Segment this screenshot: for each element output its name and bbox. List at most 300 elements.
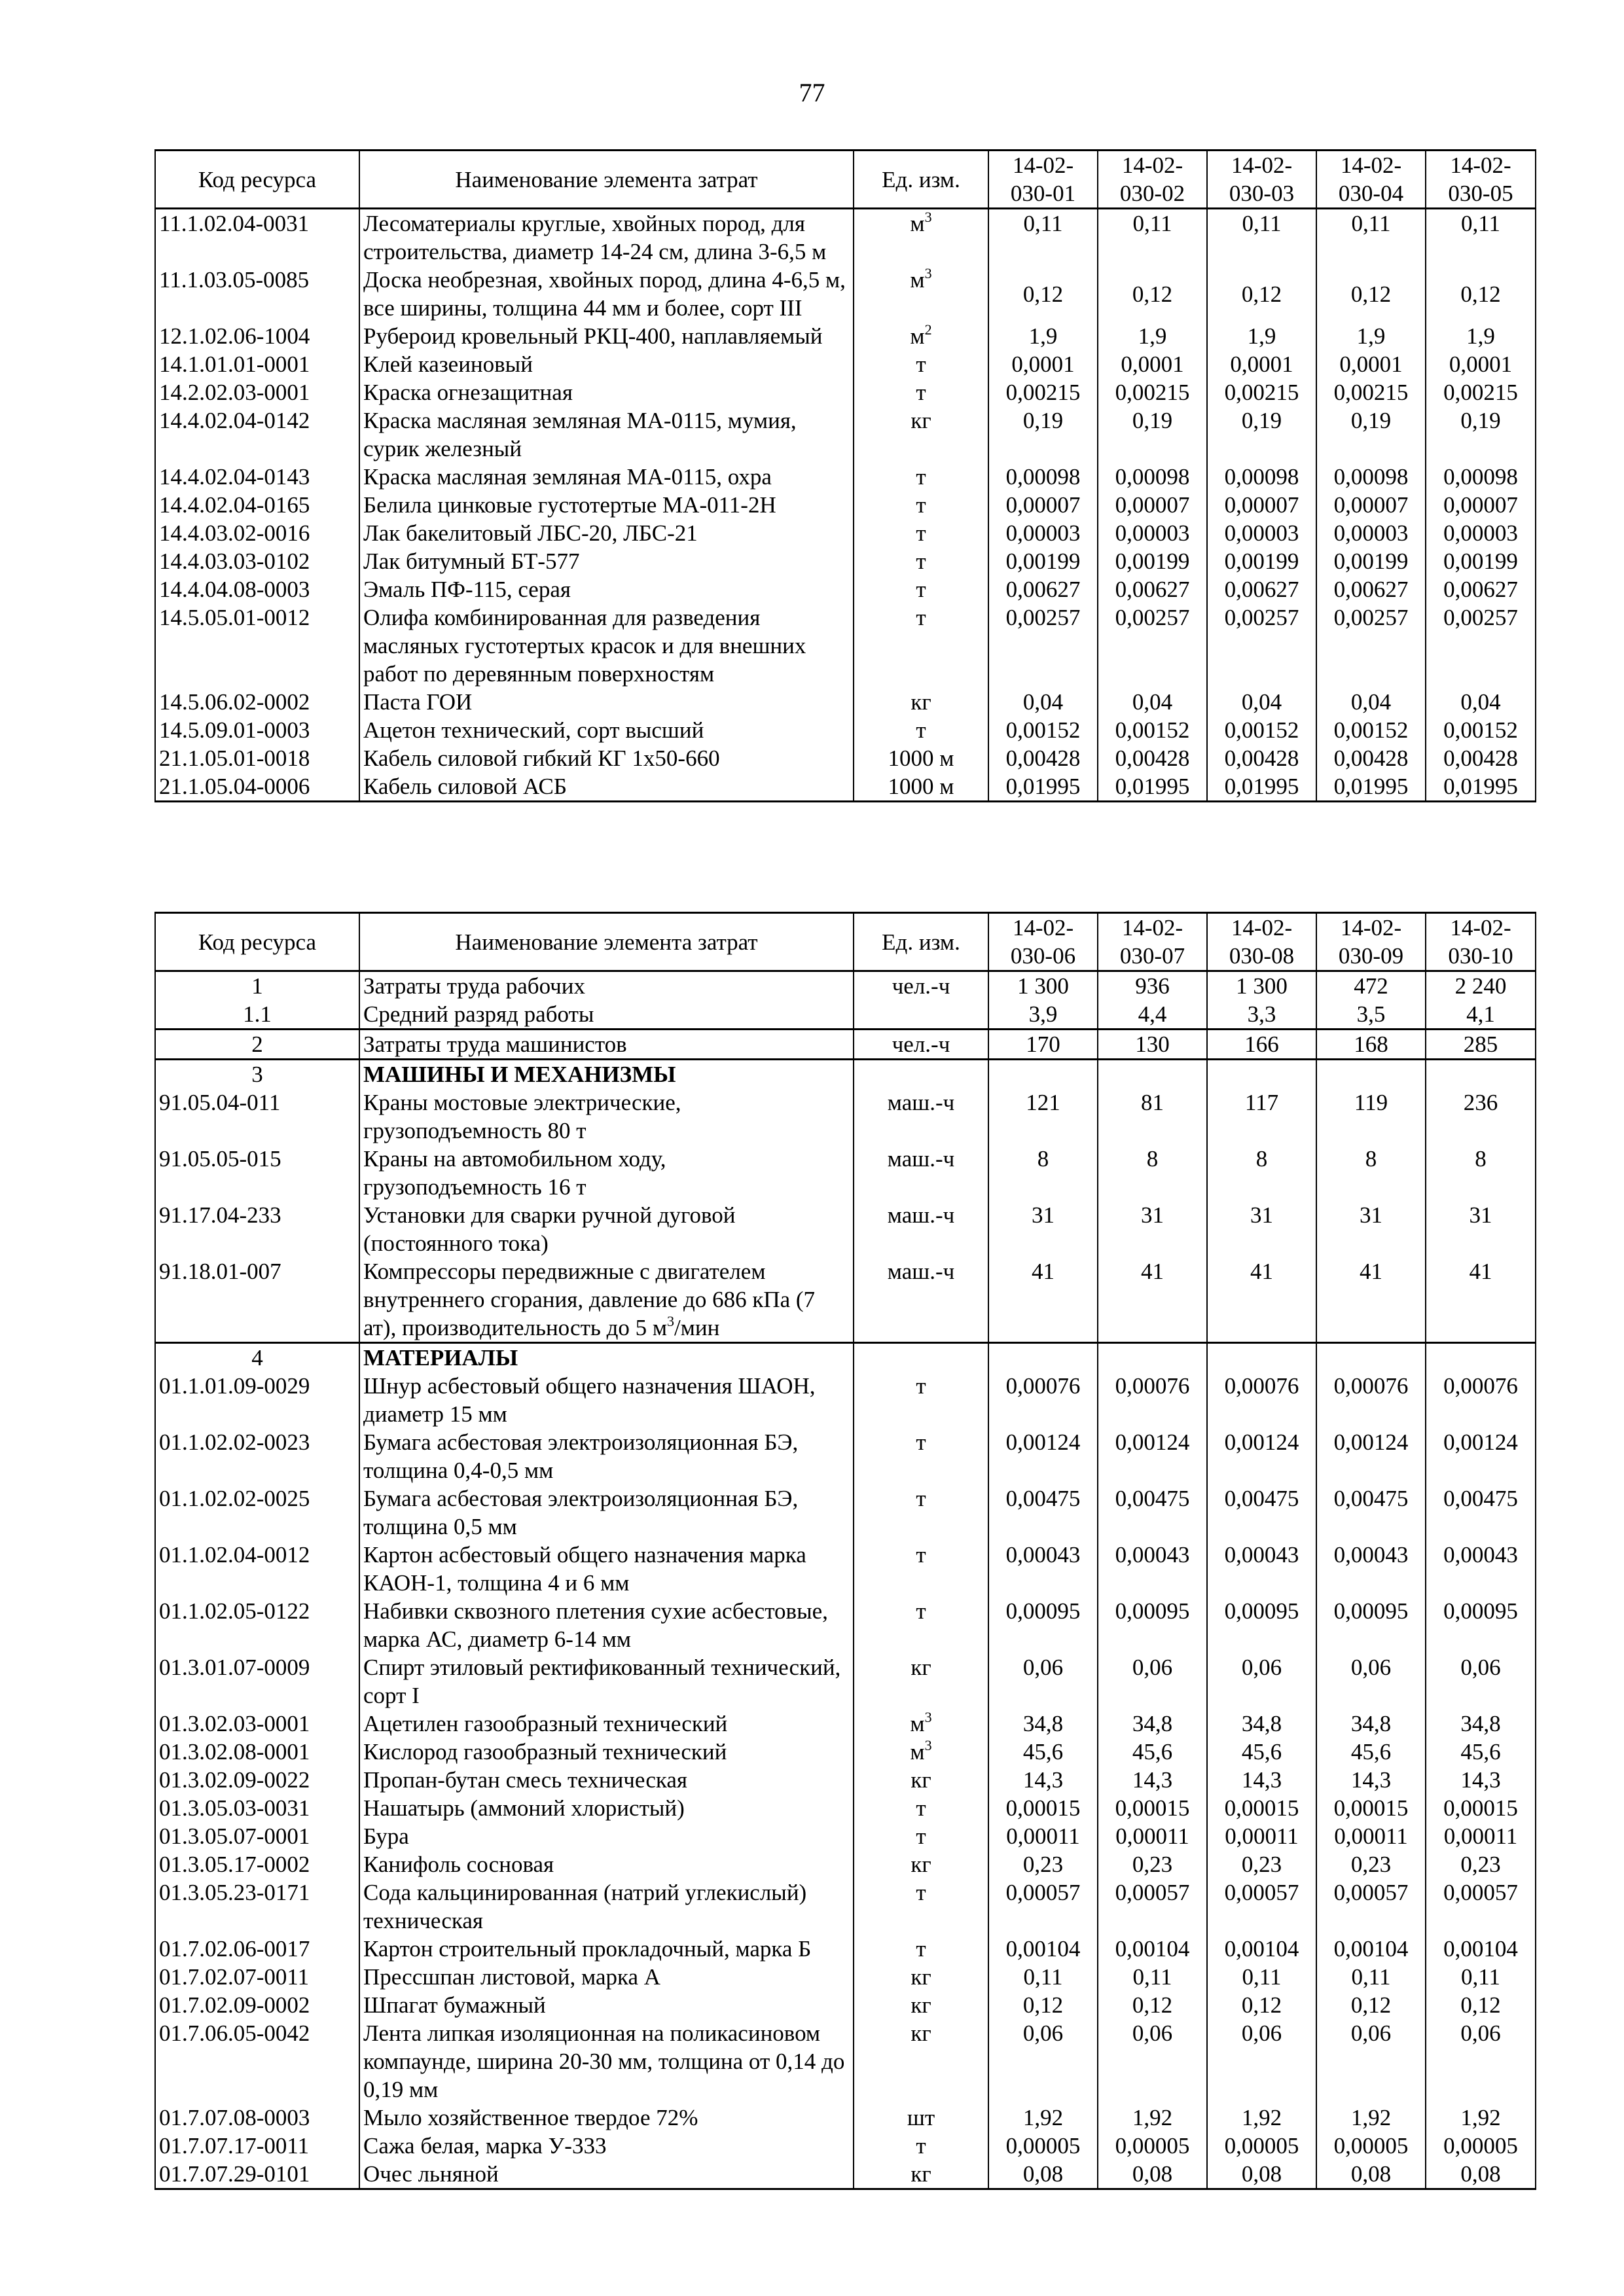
unit-cell	[854, 1878, 988, 1935]
resource-name	[359, 575, 854, 603]
unit-text: чел.-ч	[892, 1031, 950, 1057]
value-cell: 168	[1316, 1030, 1426, 1060]
table-row	[155, 716, 1536, 744]
unit-cell	[854, 463, 988, 491]
resource-name	[359, 2160, 854, 2189]
table-row	[155, 688, 1536, 716]
resource-code: 01.1.01.09-0029	[155, 1372, 359, 1428]
value-cell: 0,00428	[1316, 744, 1426, 772]
value-cell: 0,12	[1207, 1991, 1316, 2019]
header-col: 14-02-030-07	[1098, 913, 1207, 971]
value-cell: 0,11	[1098, 209, 1207, 266]
value-cell: 0,06	[1426, 1653, 1536, 1710]
unit-cell	[854, 378, 988, 406]
unit-cell	[854, 519, 988, 547]
unit-cell	[854, 266, 988, 322]
resource-code: 91.05.04-011	[155, 1088, 359, 1145]
resource-code: 12.1.02.06-1004	[155, 322, 359, 350]
unit-cell	[854, 1201, 988, 1257]
value-cell: 0,00428	[988, 744, 1098, 772]
unit-cell	[854, 603, 988, 688]
value-cell: 0,00098	[1207, 463, 1316, 491]
value-cell: 0,00003	[1207, 519, 1316, 547]
value-cell: 0,08	[988, 2160, 1098, 2189]
table-row	[155, 463, 1536, 491]
header-col: 14-02-030-06	[988, 913, 1098, 971]
value-cell: 285	[1426, 1030, 1536, 1060]
table-row	[155, 519, 1536, 547]
value-cell: 8	[988, 1145, 1098, 1201]
value-cell: 0,00011	[1207, 1822, 1316, 1850]
resource-name	[359, 491, 854, 519]
value-cell: 41	[988, 1257, 1098, 1343]
value-cell: 0,00011	[1098, 1822, 1207, 1850]
value-cell: 0,00003	[1316, 519, 1426, 547]
table-row	[155, 1710, 1536, 1738]
unit-text: т	[916, 464, 926, 490]
resource-name-text: МАШИНЫ И МЕХАНИЗМЫ	[363, 1062, 676, 1087]
resource-name-text: Краны мостовые электрические, грузоподъемность 80 т	[363, 1090, 681, 1143]
value-cell: 0,11	[1098, 1963, 1207, 1991]
value-cell: 0,00011	[1426, 1822, 1536, 1850]
resource-code: 01.3.01.07-0009	[155, 1653, 359, 1710]
value-cell: 0,00199	[1426, 547, 1536, 575]
table-row	[155, 322, 1536, 350]
value-cell: 0,23	[1098, 1850, 1207, 1878]
value-cell: 0,00076	[1316, 1372, 1426, 1428]
resource-name	[359, 406, 854, 463]
unit-text: маш.-ч	[887, 1090, 955, 1115]
value-cell: 41	[1426, 1257, 1536, 1343]
value-cell: 0,19	[1098, 406, 1207, 463]
value-cell	[988, 1060, 1098, 1089]
unit-cell	[854, 1541, 988, 1597]
table-row	[155, 971, 1536, 1001]
header-col: 14-02-030-02	[1098, 151, 1207, 209]
value-cell: 166	[1207, 1030, 1316, 1060]
resource-name	[359, 350, 854, 378]
value-cell: 0,06	[1098, 2019, 1207, 2104]
value-cell: 1,9	[1316, 322, 1426, 350]
value-cell: 0,01995	[1426, 772, 1536, 802]
resource-name-text: Краска масляная земляная МА-0115, мумия, сурик железный	[363, 408, 797, 461]
value-cell: 81	[1098, 1088, 1207, 1145]
resource-name	[359, 603, 854, 688]
value-cell: 0,00007	[1426, 491, 1536, 519]
superscript: 3	[924, 209, 932, 225]
resource-name	[359, 1597, 854, 1653]
value-cell: 0,0001	[988, 350, 1098, 378]
unit-text: т	[916, 1486, 926, 1511]
value-cell: 0,00011	[988, 1822, 1098, 1850]
resource-name-text: Прессшпан листовой, марка А	[363, 1964, 661, 1990]
value-cell: 1,92	[988, 2104, 1098, 2132]
unit-cell	[854, 2132, 988, 2160]
resource-name-text: Белила цинковые густотертые МА-011-2Н	[363, 492, 776, 518]
value-cell: 1 300	[988, 971, 1098, 1001]
resource-name-text: Краска огнезащитная	[363, 380, 573, 405]
unit-cell	[854, 1088, 988, 1145]
value-cell: 0,00475	[988, 1484, 1098, 1541]
unit-text: кг	[911, 2020, 931, 2046]
resource-name-text: Рубероид кровельный РКЦ-400, наплавляемый	[363, 323, 823, 349]
value-cell: 0,00076	[1426, 1372, 1536, 1428]
value-cell: 45,6	[1207, 1738, 1316, 1766]
value-cell: 1,9	[1426, 322, 1536, 350]
resource-name-text: Нашатырь (аммоний хлористый)	[363, 1795, 685, 1821]
value-cell: 0,00015	[988, 1794, 1098, 1822]
value-cell: 0,00095	[1426, 1597, 1536, 1653]
value-cell: 8	[1316, 1145, 1426, 1201]
value-cell: 0,00428	[1426, 744, 1536, 772]
table-row	[155, 209, 1536, 266]
header-col: 14-02-030-10	[1426, 913, 1536, 971]
unit-text: т	[916, 2133, 926, 2159]
value-cell: 0,00095	[1098, 1597, 1207, 1653]
value-cell: 0,00104	[1316, 1935, 1426, 1963]
superscript: 3	[924, 265, 932, 281]
unit-text: маш.-ч	[887, 1259, 955, 1284]
value-cell: 0,00257	[988, 603, 1098, 688]
value-cell: 8	[1098, 1145, 1207, 1201]
resource-code: 21.1.05.01-0018	[155, 744, 359, 772]
value-cell: 0,12	[988, 1991, 1098, 2019]
value-cell: 0,00152	[1207, 716, 1316, 744]
value-cell: 0,00043	[1426, 1541, 1536, 1597]
resource-code: 01.3.02.09-0022	[155, 1766, 359, 1794]
resource-name-text: Пропан-бутан смесь техническая	[363, 1767, 687, 1793]
resource-code: 01.3.02.03-0001	[155, 1710, 359, 1738]
header-name: Наименование элемента затрат	[359, 151, 854, 209]
value-cell: 0,00257	[1426, 603, 1536, 688]
value-cell	[1098, 1343, 1207, 1372]
unit-cell	[854, 688, 988, 716]
value-cell: 0,00005	[1316, 2132, 1426, 2160]
value-cell: 0,00257	[1098, 603, 1207, 688]
resource-code: 11.1.02.04-0031	[155, 209, 359, 266]
value-cell: 41	[1316, 1257, 1426, 1343]
unit-cell	[854, 1060, 988, 1089]
unit-text: т	[916, 351, 926, 377]
value-cell: 0,00005	[988, 2132, 1098, 2160]
unit-text: т	[916, 1823, 926, 1849]
header-unit: Ед. изм.	[854, 913, 988, 971]
header-code: Код ресурса	[155, 913, 359, 971]
resource-code: 4	[155, 1343, 359, 1372]
resource-name	[359, 1991, 854, 2019]
resource-name-text: Эмаль ПФ-115, серая	[363, 577, 571, 602]
value-cell: 0,23	[1316, 1850, 1426, 1878]
value-cell: 0,01995	[1316, 772, 1426, 802]
unit-cell	[854, 1343, 988, 1372]
resource-code: 1.1	[155, 1000, 359, 1030]
unit-cell	[854, 547, 988, 575]
value-cell: 936	[1098, 971, 1207, 1001]
value-cell: 1,9	[1207, 322, 1316, 350]
resource-name	[359, 1372, 854, 1428]
resource-name	[359, 519, 854, 547]
table-row	[155, 1060, 1536, 1089]
unit-cell	[854, 716, 988, 744]
value-cell: 0,11	[1207, 1963, 1316, 1991]
value-cell: 0,00015	[1207, 1794, 1316, 1822]
value-cell: 0,00043	[1098, 1541, 1207, 1597]
table-row	[155, 1541, 1536, 1597]
value-cell: 0,00152	[988, 716, 1098, 744]
value-cell: 0,11	[1426, 1963, 1536, 1991]
value-cell: 0,00005	[1098, 2132, 1207, 2160]
table-row	[155, 378, 1536, 406]
resource-name	[359, 1257, 854, 1343]
value-cell: 34,8	[1426, 1710, 1536, 1738]
value-cell: 0,23	[1426, 1850, 1536, 1878]
resource-code: 01.3.05.23-0171	[155, 1878, 359, 1935]
resource-name	[359, 1343, 854, 1372]
unit-text: кг	[911, 689, 931, 715]
resource-name	[359, 1766, 854, 1794]
value-cell: 4,1	[1426, 1000, 1536, 1030]
resource-name	[359, 1145, 854, 1201]
unit-text: м	[910, 211, 925, 236]
unit-cell	[854, 1738, 988, 1766]
table-row	[155, 575, 1536, 603]
unit-text: т	[916, 520, 926, 546]
value-cell: 0,00627	[1426, 575, 1536, 603]
value-cell: 119	[1316, 1088, 1426, 1145]
resource-name	[359, 1794, 854, 1822]
value-cell: 0,11	[1207, 209, 1316, 266]
unit-text: т	[916, 380, 926, 405]
resource-name	[359, 971, 854, 1001]
resource-name-text: Сода кальцинированная (натрий углекислый) техническая	[363, 1880, 807, 1933]
value-cell: 0,00098	[988, 463, 1098, 491]
resource-name	[359, 1201, 854, 1257]
unit-text: т	[916, 1542, 926, 1568]
value-cell: 0,00076	[1098, 1372, 1207, 1428]
value-cell: 0,06	[1316, 2019, 1426, 2104]
resource-name	[359, 1484, 854, 1541]
value-cell: 0,12	[1426, 266, 1536, 322]
value-cell: 0,00428	[1098, 744, 1207, 772]
resource-code: 01.1.02.05-0122	[155, 1597, 359, 1653]
value-cell: 0,00095	[988, 1597, 1098, 1653]
value-cell: 41	[1207, 1257, 1316, 1343]
resource-code: 91.05.05-015	[155, 1145, 359, 1201]
value-cell: 0,00124	[1098, 1428, 1207, 1484]
resource-name-text: Бура	[363, 1823, 409, 1849]
unit-cell	[854, 406, 988, 463]
value-cell: 0,01995	[1207, 772, 1316, 802]
value-cell: 0,00057	[1426, 1878, 1536, 1935]
value-cell: 0,00095	[1207, 1597, 1316, 1653]
resource-name	[359, 1060, 854, 1089]
resource-name-text: Компрессоры передвижные с двигателем внутреннего сгорания, давление до 686 кПа (7 ат), производительность до 5 м	[363, 1259, 816, 1340]
table-row	[155, 1201, 1536, 1257]
resource-name	[359, 1653, 854, 1710]
resource-name	[359, 1878, 854, 1935]
table-row	[155, 1963, 1536, 1991]
value-cell: 1 300	[1207, 971, 1316, 1001]
value-cell	[1316, 1343, 1426, 1372]
resource-code: 01.3.05.17-0002	[155, 1850, 359, 1878]
resource-name-text: Лак бакелитовый ЛБС-20, ЛБС-21	[363, 520, 698, 546]
value-cell: 0,00057	[1316, 1878, 1426, 1935]
value-cell: 0,00152	[1098, 716, 1207, 744]
resource-name	[359, 716, 854, 744]
resource-name	[359, 772, 854, 802]
value-cell: 0,00011	[1316, 1822, 1426, 1850]
value-cell: 0,00005	[1426, 2132, 1536, 2160]
value-cell: 0,00057	[1098, 1878, 1207, 1935]
value-cell: 14,3	[1207, 1766, 1316, 1794]
value-cell: 0,0001	[1207, 350, 1316, 378]
value-cell	[1426, 1343, 1536, 1372]
value-cell: 0,12	[1207, 266, 1316, 322]
unit-cell	[854, 1822, 988, 1850]
value-cell: 0,00003	[988, 519, 1098, 547]
unit-text: чел.-ч	[892, 973, 950, 999]
unit-cell	[854, 1597, 988, 1653]
resource-name-text: Затраты труда машинистов	[363, 1031, 627, 1057]
header-col: 14-02-030-03	[1207, 151, 1316, 209]
resource-code: 01.7.02.06-0017	[155, 1935, 359, 1963]
value-cell: 8	[1207, 1145, 1316, 1201]
value-cell	[1207, 1060, 1316, 1089]
value-cell: 1,92	[1207, 2104, 1316, 2132]
value-cell: 0,00428	[1207, 744, 1316, 772]
unit-cell	[854, 1372, 988, 1428]
header-col: 14-02-030-08	[1207, 913, 1316, 971]
resource-name-text: Олифа комбинированная для разведения масляных густотертых красок и для внешних работ по деревянным поверхностям	[363, 605, 806, 687]
resource-name	[359, 2019, 854, 2104]
resource-name-text: Бумага асбестовая электроизоляционная БЭ, толщина 0,5 мм	[363, 1486, 799, 1539]
unit-cell	[854, 575, 988, 603]
unit-text: кг	[911, 1655, 931, 1680]
unit-cell	[854, 2019, 988, 2104]
unit-text: т	[916, 605, 926, 630]
value-cell: 0,0001	[1098, 350, 1207, 378]
resource-code: 14.5.09.01-0003	[155, 716, 359, 744]
superscript: 3	[924, 1737, 932, 1753]
resource-name	[359, 1963, 854, 1991]
value-cell: 0,00007	[988, 491, 1098, 519]
unit-cell	[854, 1963, 988, 1991]
resource-name-text: Установки для сварки ручной дуговой (постоянного тока)	[363, 1202, 736, 1256]
resource-code: 01.7.02.07-0011	[155, 1963, 359, 1991]
unit-text: 1000 м	[888, 745, 954, 771]
resource-name-text: Средний разряд работы	[363, 1001, 594, 1027]
resource-name	[359, 1030, 854, 1060]
unit-text: т	[916, 1936, 926, 1962]
unit-cell	[854, 209, 988, 266]
resource-name-text: Мыло хозяйственное твердое 72%	[363, 2105, 698, 2130]
table-row	[155, 1991, 1536, 2019]
value-cell: 0,00104	[988, 1935, 1098, 1963]
resource-name-text: Шпагат бумажный	[363, 1992, 546, 2018]
unit-cell	[854, 744, 988, 772]
value-cell: 0,19	[1426, 406, 1536, 463]
unit-cell	[854, 1766, 988, 1794]
unit-text: т	[916, 548, 926, 574]
value-cell: 3,9	[988, 1000, 1098, 1030]
unit-cell	[854, 1257, 988, 1343]
unit-cell	[854, 1935, 988, 1963]
resource-name	[359, 463, 854, 491]
unit-cell	[854, 971, 988, 1001]
value-cell: 121	[988, 1088, 1098, 1145]
value-cell: 45,6	[988, 1738, 1098, 1766]
resource-code: 14.4.02.04-0142	[155, 406, 359, 463]
resource-code: 01.7.07.17-0011	[155, 2132, 359, 2160]
resource-name-text: Канифоль сосновая	[363, 1852, 554, 1877]
value-cell: 0,00627	[988, 575, 1098, 603]
superscript: 3	[667, 1313, 675, 1329]
value-cell: 0,11	[1316, 209, 1426, 266]
value-cell: 14,3	[1426, 1766, 1536, 1794]
table-row	[155, 1597, 1536, 1653]
table-row	[155, 744, 1536, 772]
unit-text: м	[910, 267, 925, 293]
value-cell: 0,04	[1426, 688, 1536, 716]
unit-cell	[854, 1710, 988, 1738]
header-col: 14-02-030-05	[1426, 151, 1536, 209]
value-cell: 0,12	[1316, 1991, 1426, 2019]
table-row	[155, 1822, 1536, 1850]
value-cell	[1426, 1060, 1536, 1089]
value-cell	[1207, 1343, 1316, 1372]
value-cell: 0,00095	[1316, 1597, 1426, 1653]
value-cell: 3,5	[1316, 1000, 1426, 1030]
resource-name	[359, 1088, 854, 1145]
value-cell: 0,11	[988, 209, 1098, 266]
resource-name	[359, 688, 854, 716]
table-row	[155, 1372, 1536, 1428]
value-cell: 45,6	[1316, 1738, 1426, 1766]
resource-code: 11.1.03.05-0085	[155, 266, 359, 322]
resource-code: 14.4.02.04-0165	[155, 491, 359, 519]
header-col: 14-02-030-01	[988, 151, 1098, 209]
resource-name	[359, 1822, 854, 1850]
resource-name	[359, 1935, 854, 1963]
value-cell: 0,04	[1207, 688, 1316, 716]
value-cell	[1098, 1060, 1207, 1089]
table-row	[155, 2160, 1536, 2189]
resource-name	[359, 1738, 854, 1766]
unit-text: кг	[911, 1964, 931, 1990]
resource-code: 14.4.03.02-0016	[155, 519, 359, 547]
header-name: Наименование элемента затрат	[359, 913, 854, 971]
value-cell: 45,6	[1426, 1738, 1536, 1766]
resource-code: 14.4.02.04-0143	[155, 463, 359, 491]
value-cell: 34,8	[1098, 1710, 1207, 1738]
value-cell: 0,01995	[1098, 772, 1207, 802]
unit-cell	[854, 1428, 988, 1484]
unit-cell	[854, 1030, 988, 1060]
resource-code: 91.18.01-007	[155, 1257, 359, 1343]
header-col: 14-02-030-04	[1316, 151, 1426, 209]
value-cell: 117	[1207, 1088, 1316, 1145]
value-cell: 130	[1098, 1030, 1207, 1060]
value-cell	[988, 1343, 1098, 1372]
value-cell: 0,12	[1098, 1991, 1207, 2019]
value-cell: 14,3	[1316, 1766, 1426, 1794]
value-cell: 0,00257	[1207, 603, 1316, 688]
value-cell: 0,01995	[988, 772, 1098, 802]
table-row	[155, 2132, 1536, 2160]
value-cell: 0,00257	[1316, 603, 1426, 688]
value-cell: 0,0001	[1316, 350, 1426, 378]
value-cell: 0,00007	[1098, 491, 1207, 519]
